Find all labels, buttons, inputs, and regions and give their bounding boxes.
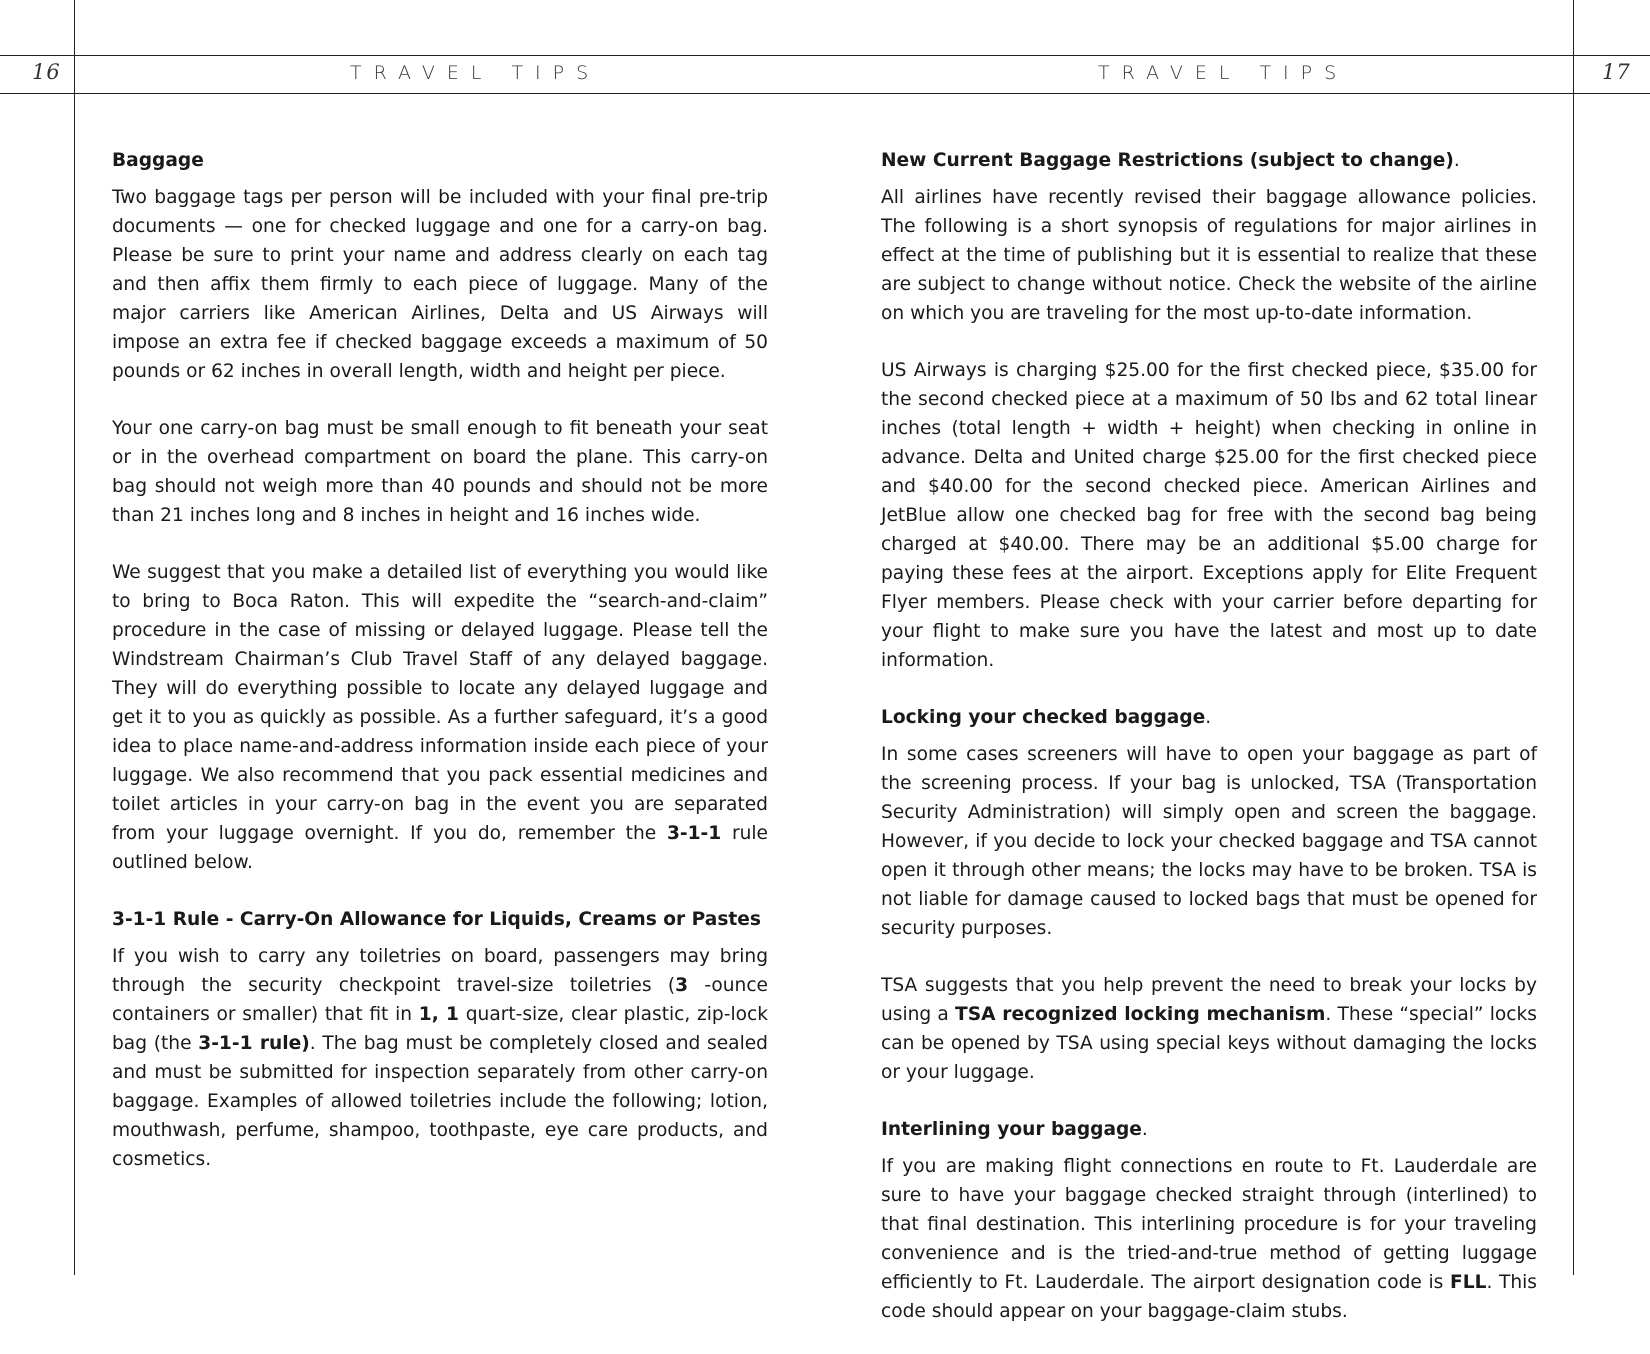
- left-column: [112, 146, 768, 1202]
- right-running-title: TRAVEL TIPS: [1098, 62, 1349, 84]
- left-page-number: 16: [32, 60, 61, 84]
- baggage-heading: Baggage: [112, 150, 204, 171]
- left-margin-rule: [74, 0, 75, 1275]
- right-margin-rule: [1573, 0, 1574, 1275]
- right-column: [881, 146, 1537, 1354]
- header-bottom-rule: [0, 93, 1650, 94]
- left-running-title: TRAVEL TIPS: [350, 62, 601, 84]
- airline-policies-paragraph: All airlines have recently revised their baggage allowance policies. The following is a short synopsis of regulations for major airlines in effect at the time of publishing but it is essential to realize that these are subject to change without notice. Check the website of the airline on which you are traveling for the most up-to-date information.: [881, 187, 1537, 324]
- luggage-list-paragraph: We suggest that you make a detailed list of everything you would like to bring to Boca Raton. This will expedite the “search-and-claim” procedure in the case of missing or delayed luggage. Please tell the Windstream Chairman’s Club Travel Staff of any delayed baggage. They will do everything possible to locate any delayed luggage and get it to you as quickly as possible. As a further safeguard, it’s a good idea to place name-and-address information inside each piece of your luggage. We also recommend that you pack essential medicines and toilet articles in your carry-on bag in the event you are separated from your luggage overnight. If you do, remember the 3-1-1 rule outlined below.: [112, 562, 768, 873]
- toiletries-paragraph: If you wish to carry any toiletries on board, passengers may bring through the security checkpoint travel-size toiletries (3 -ounce containers or smaller) that fit in 1, 1 quart-size, clear plastic, zip-lock bag (the 3-1-1 rule). The bag must be completely closed and sealed and must be submitted for inspection separately from other carry-on baggage. Examples of allowed toiletries include the following; lotion, mouthwash, perfume, shampoo, toothpaste, eye care products, and cosmetics.: [112, 946, 768, 1170]
- locking-heading: Locking your checked baggage.: [881, 707, 1212, 728]
- right-page-number: 17: [1602, 60, 1631, 84]
- rule-311-heading: 3-1-1 Rule - Carry-On Allowance for Liquids, Creams or Pastes: [112, 909, 761, 930]
- baggage-tags-paragraph: Two baggage tags per person will be included with your final pre-trip documents — one for checked luggage and one for a carry-on bag. Please be sure to print your name and address clearly on each tag and then affix them firmly to each piece of luggage. Many of the major carriers like American Airlines, Delta and US Airways will impose an extra fee if checked baggage exceeds a maximum of 50 pounds or 62 inches in overall length, width and height per piece.: [112, 187, 768, 382]
- interlining-paragraph: If you are making flight connections en route to Ft. Lauderdale are sure to have your baggage checked straight through (interlined) to that final destination. This interlining procedure is for your traveling convenience and is the tried-and-true method of getting luggage efficiently to Ft. Lauderdale. The airport designation code is FLL. This code should appear on your baggage-claim stubs.: [881, 1156, 1537, 1322]
- tsa-locks-paragraph: TSA suggests that you help prevent the need to break your locks by using a TSA recognized locking mechanism. These “special” locks can be opened by TSA using special keys without damaging the locks or your luggage.: [881, 975, 1537, 1083]
- header-top-rule: [0, 55, 1650, 56]
- airline-fees-paragraph: US Airways is charging $25.00 for the first checked piece, $35.00 for the second checked piece at a maximum of 50 lbs and 62 total linear inches (total length + width + height) when checking in online in advance. Delta and United charge $25.00 for the first checked piece and $40.00 for the second checked piece. American Airlines and JetBlue allow one checked bag for free with the second bag being charged at $40.00. There may be an additional $5.00 charge for paying these fees at the airport. Exceptions apply for Elite Frequent Flyer members. Please check with your carrier before departing for your flight to make sure you have the latest and most up to date information.: [881, 360, 1537, 671]
- interlining-heading: Interlining your baggage.: [881, 1119, 1148, 1140]
- restrictions-heading: New Current Baggage Restrictions (subject to change).: [881, 150, 1460, 171]
- carry-on-size-paragraph: Your one carry-on bag must be small enough to fit beneath your seat or in the overhead compartment on board the plane. This carry-on bag should not weigh more than 40 pounds and should not be more than 21 inches long and 8 inches in height and 16 inches wide.: [112, 418, 768, 526]
- screening-paragraph: In some cases screeners will have to open your baggage as part of the screening process. If your bag is unlocked, TSA (Transportation Security Administration) will simply open and screen the baggage. However, if you decide to lock your checked baggage and TSA cannot open it through other means; the locks may have to be broken. TSA is not liable for damage caused to locked bags that must be opened for security purposes.: [881, 744, 1537, 939]
